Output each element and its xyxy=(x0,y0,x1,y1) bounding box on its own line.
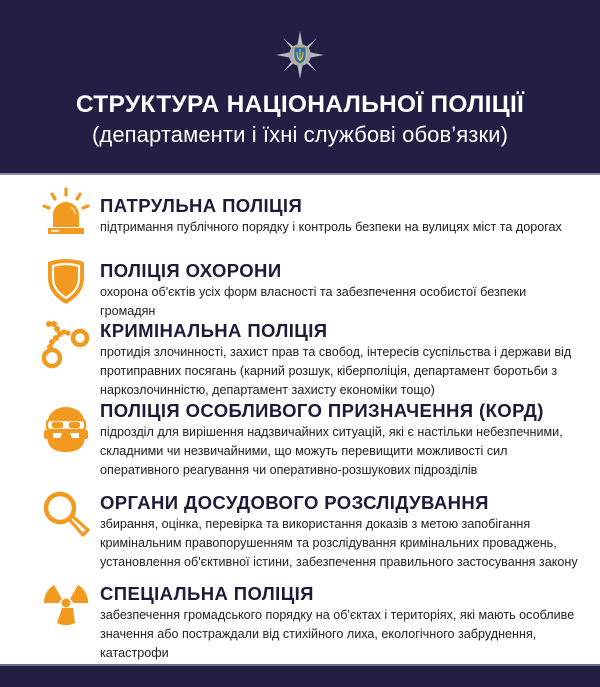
shield-icon xyxy=(40,256,92,308)
section-description: забезпечення громадського порядку на об'єктах і територіях, які мають особливе значення або постраждали від стихійного лиха, екологічного забруднення, катастрофи xyxy=(100,608,575,660)
magnifier-icon xyxy=(40,488,92,540)
handcuffs-icon xyxy=(40,320,92,372)
radiation-icon xyxy=(40,579,92,631)
siren-icon xyxy=(40,187,92,239)
section-description: охорона об'єктів усіх форм власності та забезпечення особистої безпеки громадян xyxy=(100,285,527,318)
header-banner xyxy=(0,0,600,175)
page-title: СТРУКТУРА НАЦІОНАЛЬНОЇ ПОЛІЦІЇ xyxy=(75,91,525,118)
section-heading: ОРГАНИ ДОСУДОВОГО РОЗСЛІДУВАННЯ xyxy=(100,492,489,513)
section-description: підрозділ для вирішення надзвичайних ситуацій, які є настільки небезпечними, складними чи незвичайними, що можуть перевищити можливості сил оперативного реагування чи оперативно-розшукових підрозділів xyxy=(100,425,563,477)
section-heading: ПОЛІЦІЯ ОСОБЛИВОГО ПРИЗНАЧЕННЯ (КОРД) xyxy=(100,400,544,421)
section-heading: ПОЛІЦІЯ ОХОРОНИ xyxy=(100,260,282,281)
special-forces-helmet-icon xyxy=(40,403,92,455)
national-police-badge-icon xyxy=(275,30,325,80)
section-description: збирання, оцінка, перевірка та використання доказів з метою запобігання кримінальним правопорушенням та розслідування кримінальних проваджень, установлення об'єктивної істини, забезпечення правильного застосування закону xyxy=(100,517,578,569)
footer-bar xyxy=(0,664,600,687)
section-heading: ПАТРУЛЬНА ПОЛІЦІЯ xyxy=(100,195,303,216)
page-subtitle: (департаменти і їхні службові обов’язки) xyxy=(91,122,509,147)
section-heading: КРИМІНАЛЬНА ПОЛІЦІЯ xyxy=(100,320,328,341)
section-description: підтримання публічного порядку і контроль безпеки на вулицях міст та дорогах xyxy=(100,220,562,234)
section-description: протидія злочинності, захист прав та свобод, інтересів суспільства і держави від протиправних посягань (карний розшук, кіберполіція, департамент боротьби з наркозлочинністю, департамент захисту економіки тощо) xyxy=(100,345,572,397)
section-heading: СПЕЦІАЛЬНА ПОЛІЦІЯ xyxy=(100,583,314,604)
